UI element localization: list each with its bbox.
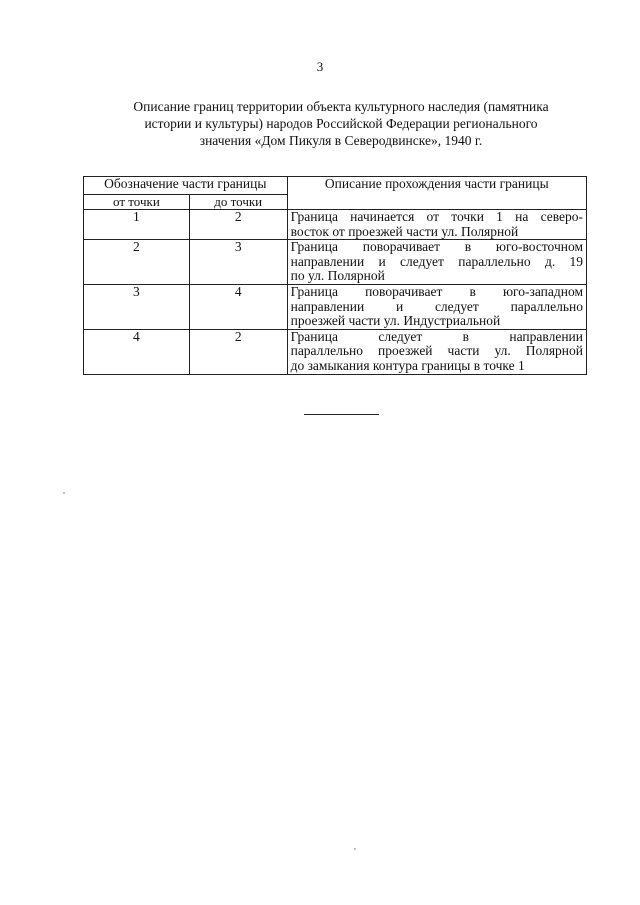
description-cell bbox=[287, 240, 586, 285]
from-point-header: от точки bbox=[84, 195, 190, 210]
description-line: направлении и следует параллельно д. 19 bbox=[290, 253, 583, 269]
table-row bbox=[84, 210, 587, 240]
to-point-header: до точки bbox=[189, 195, 287, 210]
boundary-table bbox=[83, 176, 587, 375]
description-line: Граница начинается от точки 1 на северо- bbox=[290, 209, 583, 224]
from-point-cell: 4 bbox=[84, 329, 190, 374]
scan-speck bbox=[354, 848, 356, 850]
heading-line: Описание границ территории объекта культурного наследия (памятника bbox=[133, 99, 549, 114]
description-line: проезжей части ул. Индустриальной bbox=[290, 313, 501, 329]
description-line: восток от проезжей части ул. Полярной bbox=[290, 223, 519, 239]
description-line: Граница следует в направлении bbox=[290, 328, 583, 344]
description-line: Граница поворачивает в юго-восточном bbox=[290, 239, 583, 255]
from-point-cell: 3 bbox=[84, 284, 190, 329]
from-point-cell: 1 bbox=[84, 210, 190, 240]
page-number: 3 bbox=[316, 59, 324, 74]
to-point-cell: 2 bbox=[189, 329, 287, 374]
from-point-cell: 2 bbox=[84, 240, 190, 285]
table-row bbox=[84, 240, 587, 285]
heading-line: истории и культуры) народов Российской Федерации регионального bbox=[144, 116, 538, 131]
description-header: Описание прохождения части границы bbox=[287, 177, 586, 210]
to-point-cell: 4 bbox=[189, 284, 287, 329]
separator-line bbox=[304, 414, 379, 415]
description-line: Граница поворачивает в юго-западном bbox=[290, 283, 583, 299]
table-row bbox=[84, 329, 587, 374]
document-heading bbox=[95, 98, 587, 149]
description-line: направлении и следует параллельно bbox=[290, 298, 583, 314]
description-line: по ул. Полярной bbox=[290, 268, 385, 284]
description-cell bbox=[287, 284, 586, 329]
description-cell bbox=[287, 329, 586, 374]
table-row bbox=[84, 284, 587, 329]
description-cell bbox=[287, 210, 586, 240]
description-line: до замыкания контура границы в точке 1 bbox=[290, 357, 525, 373]
description-line: параллельно проезжей части ул. Полярной bbox=[290, 343, 583, 359]
heading-line: значения «Дом Пикуля в Северодвинске», 1940 г. bbox=[199, 133, 483, 148]
scan-speck bbox=[63, 492, 65, 494]
to-point-cell: 3 bbox=[189, 240, 287, 285]
group-header: Обозначение части границы bbox=[84, 177, 288, 195]
to-point-cell: 2 bbox=[189, 210, 287, 240]
